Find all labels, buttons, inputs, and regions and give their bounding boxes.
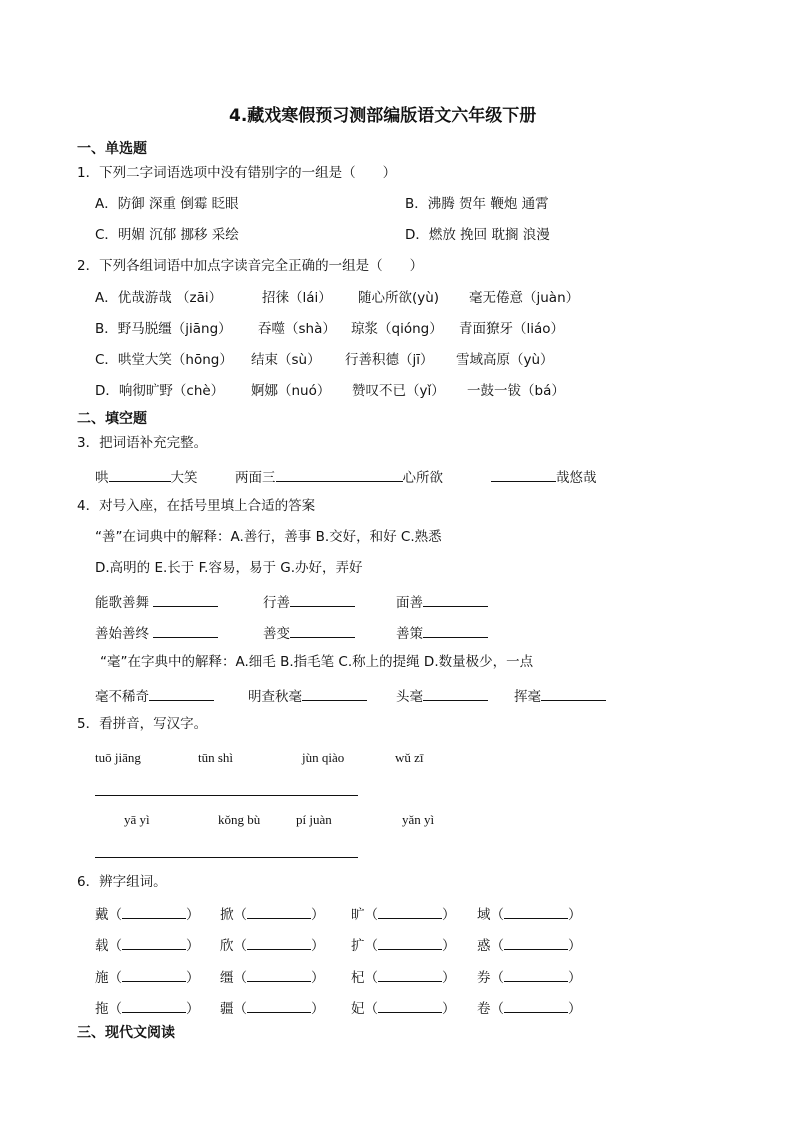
option-a-item-4: 毫无倦意（juàn） xyxy=(469,290,580,306)
character: 欣 xyxy=(220,938,234,954)
answer-blank[interactable] xyxy=(541,687,606,701)
option-a-item-1: A．优哉游哉 （zāi） xyxy=(95,290,223,306)
answer-blank[interactable] xyxy=(378,936,442,950)
pinyin: kǒng bù xyxy=(218,812,261,827)
answer-blank[interactable] xyxy=(504,905,568,919)
character: 拖 xyxy=(95,1001,109,1017)
answer-blank[interactable] xyxy=(122,999,186,1013)
option-b-item-2: 吞噬（shà） xyxy=(258,321,336,337)
word-fill xyxy=(95,624,218,642)
word: 善策 xyxy=(396,626,423,642)
word: 行善 xyxy=(263,595,290,611)
character: 施 xyxy=(95,970,109,986)
pinyin: jùn qiào xyxy=(302,750,345,765)
char-fill: 载（ ） xyxy=(95,938,200,954)
option-a: A．防御 深重 倒霉 眨眼 xyxy=(95,196,239,212)
question-3-stem: 3．把词语补充完整。 xyxy=(77,435,208,451)
idiom-fill-1 xyxy=(95,468,198,486)
doc-title: 4.藏戏寒假预习测部编版语文六年级下册 xyxy=(229,106,537,126)
answer-blank[interactable] xyxy=(302,687,367,701)
char-fill: 卷（ ） xyxy=(477,1001,582,1017)
option-a-item-2: 招徕（lái） xyxy=(262,290,332,306)
option-c-item-3: 行善积德（jī） xyxy=(345,352,434,368)
character: 扩 xyxy=(351,938,365,954)
answer-blank[interactable] xyxy=(491,468,556,482)
answer-blank[interactable] xyxy=(109,468,171,482)
pinyin: tuō jiāng xyxy=(95,750,141,765)
option-d: D．燃放 挽回 耽搁 浪漫 xyxy=(405,227,550,243)
pinyin: pí juàn xyxy=(296,812,332,827)
word: 面善 xyxy=(396,595,423,611)
answer-blank[interactable] xyxy=(247,968,311,982)
option-b-item-1: B．野马脱缰（jiāng） xyxy=(95,321,232,337)
word: 明查秋毫 xyxy=(248,689,302,705)
word-fill xyxy=(248,687,367,705)
char-fill: 杞（ ） xyxy=(351,970,456,986)
question-1-stem: 1．下列二字词语选项中没有错别字的一组是（ ） xyxy=(77,165,397,181)
word-fill xyxy=(396,593,488,611)
char-fill: 扩（ ） xyxy=(351,938,456,954)
definition-line: “毫”在字典中的解释：A.细毛 B.指毛笔 C.称上的提绳 D.数量极少，一点 xyxy=(100,654,534,670)
idiom-fill-3 xyxy=(491,468,597,486)
option-c-item-2: 结束（sù） xyxy=(251,352,321,368)
character: 掀 xyxy=(220,907,234,923)
option-d-item-1: D．响彻旷野（chè） xyxy=(95,383,225,399)
character: 载 xyxy=(95,938,109,954)
option-d-item-4: 一鼓一钹（bá） xyxy=(467,383,565,399)
answer-line[interactable] xyxy=(95,795,358,796)
option-d-item-3: 赞叹不已（yǐ） xyxy=(352,383,445,399)
answer-blank[interactable] xyxy=(122,968,186,982)
char-fill: 欣（ ） xyxy=(220,938,325,954)
word: 毫不稀奇 xyxy=(95,689,149,705)
answer-blank[interactable] xyxy=(423,687,488,701)
idiom-suffix: 大笑 xyxy=(170,470,198,486)
char-fill: 妃（ ） xyxy=(351,1001,456,1017)
answer-blank[interactable] xyxy=(290,593,355,607)
question-2-stem: 2．下列各组词语中加点字读音完全正确的一组是（ ） xyxy=(77,258,424,274)
word: 能歌善舞 xyxy=(95,595,149,611)
answer-blank[interactable] xyxy=(153,593,218,607)
option-b-item-4: 青面獠牙（liáo） xyxy=(459,321,565,337)
character: 旷 xyxy=(351,907,365,923)
answer-blank[interactable] xyxy=(247,999,311,1013)
option-c: C．明媚 沉郁 挪移 采绘 xyxy=(95,227,239,243)
char-fill: 域（ ） xyxy=(477,907,582,923)
idiom-suffix: 心所欲 xyxy=(402,470,443,486)
char-fill: 戴（ ） xyxy=(95,907,200,923)
word-fill xyxy=(95,593,218,611)
option-d-item-2: 婀娜（nuó） xyxy=(251,383,331,399)
option-a-item-3: 随心所欲(yù) xyxy=(358,290,440,306)
answer-blank[interactable] xyxy=(423,593,488,607)
question-6-stem: 6．辨字组词。 xyxy=(77,874,167,890)
idiom-suffix: 哉悠哉 xyxy=(556,470,597,486)
word-fill xyxy=(396,624,488,642)
answer-blank[interactable] xyxy=(290,624,355,638)
answer-blank[interactable] xyxy=(149,687,214,701)
pinyin: tūn shì xyxy=(198,750,234,765)
word-fill xyxy=(95,687,214,705)
char-fill: 惑（ ） xyxy=(477,938,582,954)
section-heading: 二、填空题 xyxy=(77,411,147,427)
char-fill: 拖（ ） xyxy=(95,1001,200,1017)
character: 疆 xyxy=(220,1001,234,1017)
section-heading: 一、单选题 xyxy=(77,141,147,157)
character: 杞 xyxy=(351,970,365,986)
answer-blank[interactable] xyxy=(504,999,568,1013)
answer-blank[interactable] xyxy=(276,468,403,482)
pinyin: wǔ zī xyxy=(395,750,424,765)
char-fill: 施（ ） xyxy=(95,970,200,986)
character: 惑 xyxy=(477,938,491,954)
character: 缰 xyxy=(220,970,234,986)
answer-blank[interactable] xyxy=(504,968,568,982)
question-4-stem: 4．对号入座，在括号里填上合适的答案 xyxy=(77,498,316,514)
word-fill xyxy=(263,624,355,642)
answer-blank[interactable] xyxy=(122,905,186,919)
answer-blank[interactable] xyxy=(122,936,186,950)
word: 头毫 xyxy=(396,689,423,705)
definition-line: “善”在词典中的解释：A.善行，善事 B.交好，和好 C.熟悉 xyxy=(95,529,442,545)
answer-blank[interactable] xyxy=(247,905,311,919)
pinyin: yā yì xyxy=(124,812,150,827)
answer-blank[interactable] xyxy=(504,936,568,950)
word: 善变 xyxy=(263,626,290,642)
character: 妃 xyxy=(351,1001,365,1017)
section-heading: 三、现代文阅读 xyxy=(77,1025,175,1041)
character: 卷 xyxy=(477,1001,491,1017)
char-fill: 掀（ ） xyxy=(220,907,325,923)
option-c-item-1: C．哄堂大笑（hōng） xyxy=(95,352,233,368)
char-fill: 缰（ ） xyxy=(220,970,325,986)
char-fill: 疆（ ） xyxy=(220,1001,325,1017)
option-c-item-4: 雪域高原（yù） xyxy=(456,352,554,368)
character: 戴 xyxy=(95,907,109,923)
word-fill xyxy=(514,687,606,705)
idiom-fill-2 xyxy=(235,468,443,486)
idiom-prefix: 哄 xyxy=(95,470,109,486)
answer-blank[interactable] xyxy=(378,968,442,982)
word: 善始善终 xyxy=(95,626,149,642)
answer-blank[interactable] xyxy=(423,624,488,638)
answer-blank[interactable] xyxy=(247,936,311,950)
character: 域 xyxy=(477,907,491,923)
char-fill: 旷（ ） xyxy=(351,907,456,923)
answer-blank[interactable] xyxy=(153,624,218,638)
option-b-item-3: 琼浆（qióng） xyxy=(351,321,443,337)
word: 挥毫 xyxy=(514,689,541,705)
answer-line[interactable] xyxy=(95,857,358,858)
word-fill xyxy=(263,593,355,611)
question-5-stem: 5．看拼音，写汉字。 xyxy=(77,716,208,732)
definition-line: D.高明的 E.长于 F.容易，易于 G.办好，弄好 xyxy=(95,560,363,576)
character: 券 xyxy=(477,970,491,986)
option-b: B．沸腾 贺年 鞭炮 通霄 xyxy=(405,196,549,212)
answer-blank[interactable] xyxy=(378,905,442,919)
word-fill xyxy=(396,687,488,705)
char-fill: 券（ ） xyxy=(477,970,582,986)
idiom-prefix: 两面三 xyxy=(235,470,276,486)
pinyin: yǎn yì xyxy=(402,812,435,827)
answer-blank[interactable] xyxy=(378,999,442,1013)
